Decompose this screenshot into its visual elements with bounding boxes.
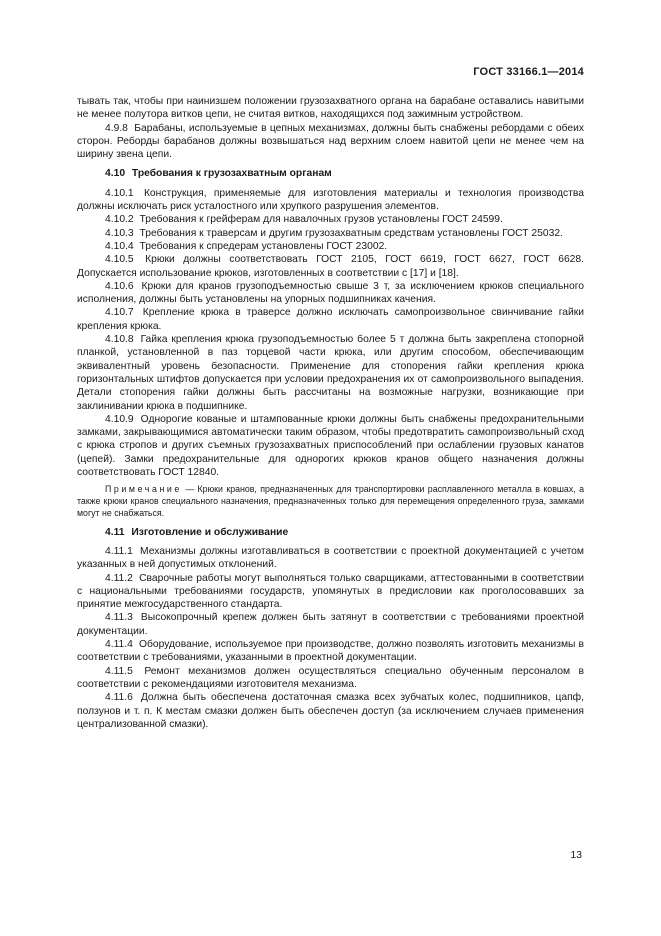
clause-number: 4.11.3 [105,612,133,624]
clause-4-11-1 [77,545,584,572]
clause-number: 4.10.2 [105,214,134,226]
clause-text: Высокопрочный крепеж должен быть затянут в соответствии с требованиями проектной документации. [77,612,584,637]
clause-4-11-2 [77,572,584,612]
clause-text: Гайка крепления крюка грузоподъемностью более 5 т должна быть закреплена стопорной планкой, установленной в паз торцевой части крюка, или другим способом, обеспечивающим эквивалентный уровень безопасности. Применение для стопорения гайки крепления крюка горизонтальных штифтов допускается при условии предохранения их от самопроизвольного выпадения. Детали стопорения гайки должны быть рассчитаны на возможные нагрузки, возникающие при заклинивании крюка в подшипнике. [77,334,584,412]
section-number: 4.11 [105,526,125,538]
clause-number: 4.10.1 [105,187,134,199]
clause-4-10-4 [77,240,584,253]
clause-number: 4.11.5 [105,665,133,677]
clause-4-10-9 [77,413,584,479]
document-body [77,95,584,731]
clause-4-10-5 [77,253,584,280]
clause-text: Сварочные работы могут выполняться только сварщиками, аттестованными в соответствии с национальными требованиями государств, упомянутых в предисловии как проголосовавших за принятие межгосударственного стандарта. [77,572,584,611]
clause-text: Крюки должны соответствовать ГОСТ 2105, ГОСТ 6619, ГОСТ 6627, ГОСТ 6628. Допускается использование крюков, изготовленных в соответствии с [17] и [18]. [77,254,584,279]
clause-number: 4.11.1 [105,546,133,557]
clause-text: Оборудование, используемое при производстве, должно позволять изготовить механизмы в соответствии с требованиями, указанными в проектной документации. [77,639,584,664]
paragraph-continuation [77,95,584,122]
clause-4-11-6 [77,691,584,731]
section-title: Требования к грузозахватным органам [131,168,332,180]
clause-text: Ремонт механизмов должен осуществляться специально обученным персоналом в соответствии с рекомендациями изготовителя механизма. [77,665,584,690]
clause-text: Крюки для кранов грузоподъемностью свыше 3 т, за исключением крюков специального исполнения, должны быть установлены на упорных подшипниках качения. [77,280,584,306]
clause-text: Конструкция, применяемые для изготовления материалы и технология производства должны исключать риск усталостного или хрупкого разрушения элементов. [77,187,584,213]
clause-number: 4.10.3 [105,227,134,239]
clause-number: 4.10.6 [105,280,134,292]
clause-number: 4.10.5 [105,254,134,266]
clause-4-9-8 [77,122,584,162]
clause-text: Требования к спредерам установлены ГОСТ 23002. [139,240,388,252]
note-text: — Крюки кранов, предназначенных для транспортировки расплавленного металла в ковшах, а также крюки кранов специального назначения, предназначенных только для перемещения определенного груза, замками могут не снабжаться. [77,484,584,518]
clause-4-10-3 [77,227,584,240]
clause-text: Требования к траверсам и другим грузозахватным средствам установлены ГОСТ 25032. [139,227,563,239]
clause-number: 4.11.6 [105,692,133,704]
clause-text: Крепление крюка в траверсе должно исключать самопроизвольное свинчивание гайки крепления крюка. [77,307,584,332]
clause-text: Должна быть обеспечена достаточная смазка всех зубчатых колес, подшипников, цапф, ползунов и т. п. К местам смазки должен быть обеспечен доступ (за исключением случаев применения централизованной смазки). [77,692,584,730]
clause-number: 4.10.9 [105,413,134,425]
clause-text: Барабаны, используемые в цепных механизмах, должны быть снабжены ребордами с обеих сторон. Реборды барабанов должны возвышаться над верхним слоем навитой цепи не менее чем на ширину звена цепи. [77,122,584,161]
clause-4-11-5 [77,665,584,692]
paragraph-text: тывать так, чтобы при наинизшем положении грузозахватного органа на барабане оставались навитыми не менее полутора витков цепи, не считая витков, находящихся под зажимным устройством. [77,96,584,121]
section-title: Изготовление и обслуживание [131,526,289,538]
clause-4-10-7 [77,306,584,333]
clause-number: 4.10.8 [105,334,134,346]
clause-4-10-8 [77,333,584,413]
section-heading-4-10 [77,167,584,180]
clause-4-10-2 [77,213,584,226]
page-number: 13 [570,850,582,861]
clause-4-10-6 [77,280,584,307]
clause-4-11-4 [77,638,584,665]
clause-text: Механизмы должны изготавливаться в соответствии с проектной документацией с учетом указанных в ней допустимых отклонений. [77,546,584,571]
clause-number: 4.11.2 [105,572,133,584]
document-code: ГОСТ 33166.1—2014 [473,66,584,78]
clause-number: 4.11.4 [105,639,133,651]
clause-number: 4.9.8 [105,122,128,134]
clause-4-11-3 [77,611,584,638]
clause-4-10-1 [77,187,584,214]
clause-text: Однорогие кованые и штампованные крюки должны быть снабжены предохранительными замками, закрывающимися автоматически таким образом, чтобы предотвратить самопроизвольный сход с крюка стропов и других съемных грузозахватных приспособлений при ослаблении грузовых канатов (цепей). Замки предохранительные для однорогих крюков кранов общего назначения должны соответствовать ГОСТ 12840. [77,413,584,479]
clause-number: 4.10.7 [105,307,134,319]
clause-number: 4.10.4 [105,240,134,252]
note-label: Примечание [105,484,182,495]
section-number: 4.10 [105,168,126,180]
note-block [77,484,584,519]
clause-text: Требования к грейферам для навалочных грузов установлены ГОСТ 24599. [139,214,503,226]
section-heading-4-11 [77,526,584,539]
